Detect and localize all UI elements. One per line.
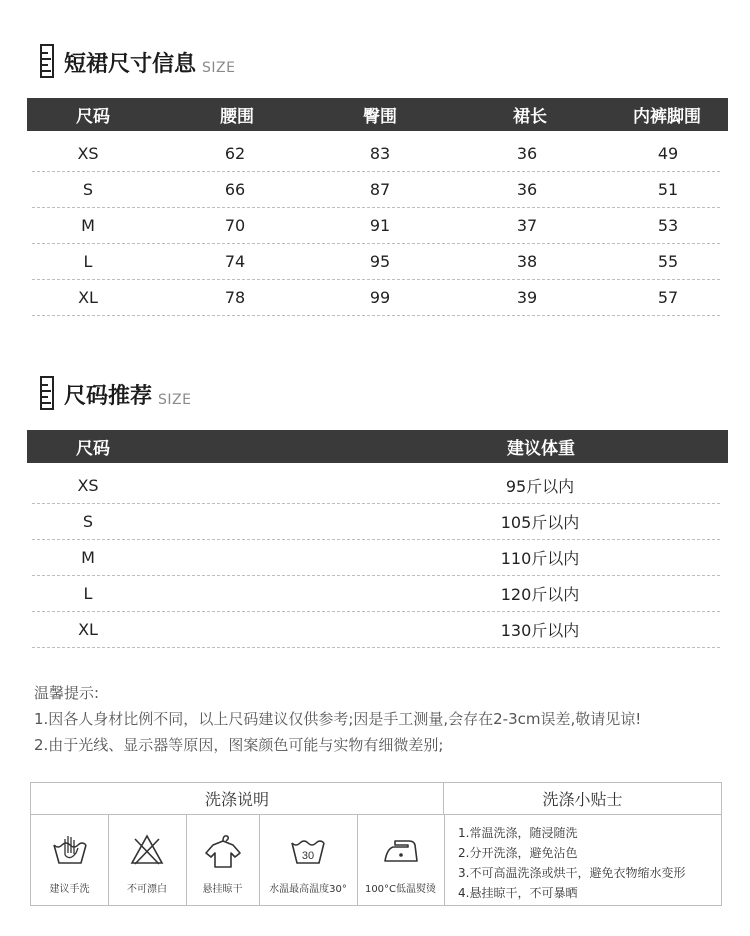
- tip-item: 4.悬挂晾干，不可暴晒: [458, 886, 578, 900]
- header-leg-opening: 内裤脚围: [633, 107, 701, 127]
- header-weight: 建议体重: [507, 439, 575, 459]
- table-row: S 105斤以内: [32, 504, 720, 540]
- care-left-title: 洗涤说明: [31, 783, 444, 815]
- table-row: L 120斤以内: [32, 576, 720, 612]
- table-row: XS 62 83 36 49: [32, 136, 720, 172]
- header-skirt-length: 裙长: [513, 107, 547, 127]
- tip-item: 3.不可高温洗涤或烘干，避免衣物缩水变形: [458, 866, 686, 880]
- care-iron-low: 100°C低温熨烫: [357, 815, 444, 905]
- svg-text:30: 30: [301, 850, 315, 862]
- header-hip: 臀围: [363, 107, 397, 127]
- table-row: XS 95斤以内: [32, 468, 720, 504]
- care-hand-wash: 建议手洗: [31, 815, 108, 905]
- hand-wash-icon: [50, 833, 90, 867]
- table-row: M 110斤以内: [32, 540, 720, 576]
- table-row: M 70 91 37 53: [32, 208, 720, 244]
- iron-low-icon: [381, 833, 421, 867]
- header-waist: 腰围: [220, 107, 254, 127]
- tip-item: 2.分开洗涤，避免沾色: [458, 846, 578, 860]
- no-bleach-icon: [129, 833, 165, 867]
- size-recommend-header: [27, 430, 728, 463]
- hang-dry-icon: [203, 833, 243, 869]
- care-no-bleach: 不可漂白: [108, 815, 186, 905]
- size-info-title: 短裙尺寸信息 SIZE: [40, 44, 235, 78]
- notes-line: 2.由于光线、显示器等原因，图案颜色可能与实物有细微差别;: [34, 736, 444, 754]
- header-size: 尺码: [76, 439, 110, 459]
- header-size: 尺码: [76, 107, 110, 127]
- table-row: S 66 87 36 51: [32, 172, 720, 208]
- notes-line: 1.因各人身材比例不同，以上尺码建议仅供参考;因是手工测量,会存在2-3cm误差,敬请见谅!: [34, 710, 642, 728]
- table-row: L 74 95 38 55: [32, 244, 720, 280]
- notes-heading: 温馨提示:: [34, 684, 100, 702]
- care-wash-temp: 30 水温最高温度30°: [259, 815, 357, 905]
- size-info-header: [27, 98, 728, 131]
- ruler-icon: [40, 44, 54, 78]
- table-row: XL 78 99 39 57: [32, 280, 720, 316]
- tip-item: 1.常温洗涤，随浸随洗: [458, 826, 578, 840]
- care-hang-dry: 悬挂晾干: [186, 815, 259, 905]
- care-right-title: 洗涤小贴士: [444, 783, 721, 815]
- wash-temp-icon: [288, 833, 328, 867]
- care-tips: [458, 823, 685, 903]
- table-row: XL 130斤以内: [32, 612, 720, 648]
- notes: [34, 680, 641, 758]
- ruler-icon: [40, 376, 54, 410]
- size-recommend-title: 尺码推荐 SIZE: [40, 376, 191, 410]
- care-table: [30, 782, 722, 906]
